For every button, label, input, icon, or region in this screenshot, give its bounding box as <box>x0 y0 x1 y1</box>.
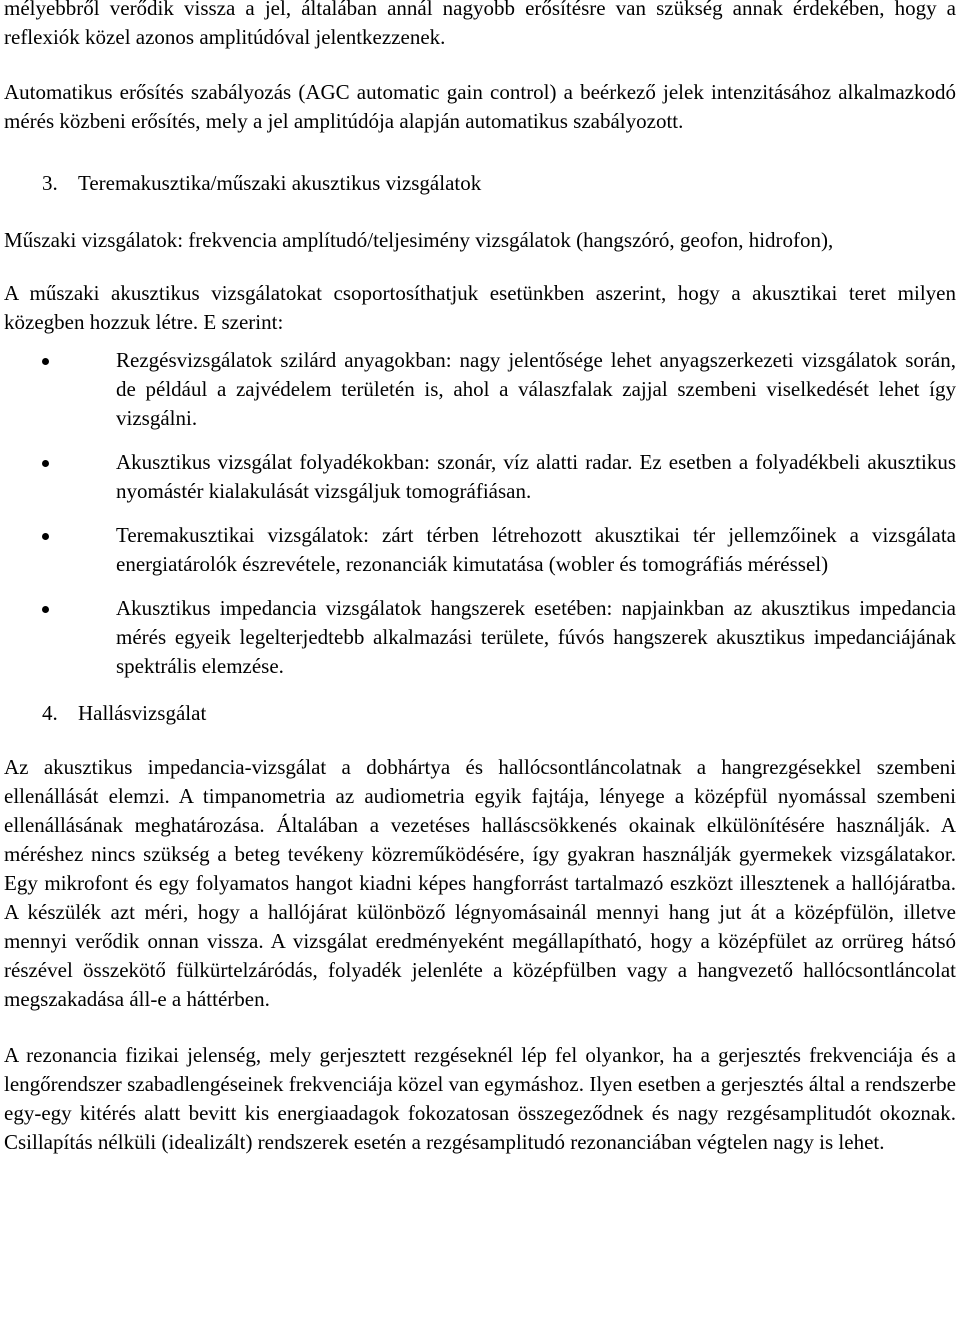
section-3-number: 3. <box>42 171 58 195</box>
list-item-text: Akusztikus impedancia vizsgálatok hangszerek esetében: napjainkban az akusztikus impedancia mérés egyeik legelterjedtebb alkalmazási területe, fúvós hangszerek akusztikus impedanciájának spektrális elemzése. <box>116 596 956 678</box>
muszaki-paragraph: Műszaki vizsgálatok: frekvencia amplítudó/teljesimény vizsgálatok (hangszóró, geofon, hidrofon), <box>4 228 834 252</box>
bullet-icon <box>42 606 49 613</box>
section-4-heading <box>4 699 956 728</box>
rezonancia-paragraph: A rezonancia fizikai jelenség, mely gerjesztett rezgéseknél lép fel olyankor, ha a gerjesztés frekvenciája és a lengőrendszer szabadlengéseinek frekvenciája közel van egymáshoz. Ilyen esetben a gerjesztés által a rendszerbe egy-egy kitérés alatt bevitt kis energiaadagok fokozatosan összegeződnek és nagy rezgésamplitudót okoznak. Csillapítás nélküli (idealizált) rendszerek esetén a rezgésamplitudó rezonanciában végtelen nagy is lehet. <box>4 1043 956 1154</box>
bullet-icon <box>42 533 49 540</box>
section-3-title: Teremakusztika/műszaki akusztikus vizsgálatok <box>78 171 482 195</box>
agc-paragraph: Automatikus erősítés szabályozás (AGC automatic gain control) a beérkező jelek intenzitásához alkalmazkodó mérés közbeni erősítés, mely a jel amplitúdója alapján automatikus szabályozott. <box>4 80 956 133</box>
bullet-icon <box>42 460 49 467</box>
list-item <box>4 448 956 506</box>
csoport-paragraph: A műszaki akusztikus vizsgálatokat csoportosíthatjuk esetünkben aszerint, hogy a akusztikai teret milyen közegben hozzuk létre. E szerint: <box>4 281 956 334</box>
list-item <box>4 521 956 579</box>
section-3-heading <box>4 169 956 198</box>
list-item <box>4 346 956 433</box>
list-item <box>4 594 956 681</box>
list-item-text: Rezgésvizsgálatok szilárd anyagokban: nagy jelentősége lehet anyagszerkezeti vizsgálatok során, de például a zajvédelem területén is, ahol a válaszfalak zajjal szembeni viselkedését lehet így vizsgálni. <box>116 348 956 430</box>
list-item-text: Teremakusztikai vizsgálatok: zárt térben létrehozott akusztikai tér jellemzőinek a vizsgálata energiatárolók észrevétele, rezonanciák kimutatása (wobler és tomográfiás méréssel) <box>116 523 956 576</box>
hallas-paragraph: Az akusztikus impedancia-vizsgálat a dobhártya és hallócsontláncolatnak a hangrezgésekkel szembeni ellenállását elemzi. A timpanometria az audiometria egyik fajtája, lényege a középfül nyomással szembeni ellenállásának meghatározása. Általában a vezetéses halláscsökkenés okainak elkülönítésére használják. A méréshez nincs szükség a beteg tevékeny közreműködésére, így gyakran használják gyermekek vizsgálatakor. Egy mikrofont és egy folyamatos hangot kiadni képes hangforrást tartalmazó eszközt illesztenek a hallójáratba. A készülék azt méri, hogy a hallójárat különböző légnyomásainál mennyi hang jut át a középfülön, illetve mennyi verődik onnan vissza. A vizsgálat eredményeként megállapítható, hogy a középfület az orrüreg hátsó részével összekötő fülkürtelzáródás, folyadék jelenléte a középfülben vagy a hangvezető hallócsontláncolat megszakadása áll-e a háttérben. <box>4 755 956 1011</box>
list-item-text: Akusztikus vizsgálat folyadékokban: szonár, víz alatti radar. Ez esetben a folyadékbeli akusztikus nyomástér kialakulását vizsgáljuk tomográfiásan. <box>116 450 956 503</box>
test-types-list <box>4 346 956 681</box>
section-4-number: 4. <box>42 701 58 725</box>
section-4-title: Hallásvizsgálat <box>78 701 207 725</box>
bullet-icon <box>42 358 49 365</box>
intro-paragraph: mélyebbről verődik vissza a jel, általában annál nagyobb erősítésre van szükség annak érdekében, hogy a reflexiók közel azonos amplitúdóval jelentkezzenek. <box>4 0 956 49</box>
